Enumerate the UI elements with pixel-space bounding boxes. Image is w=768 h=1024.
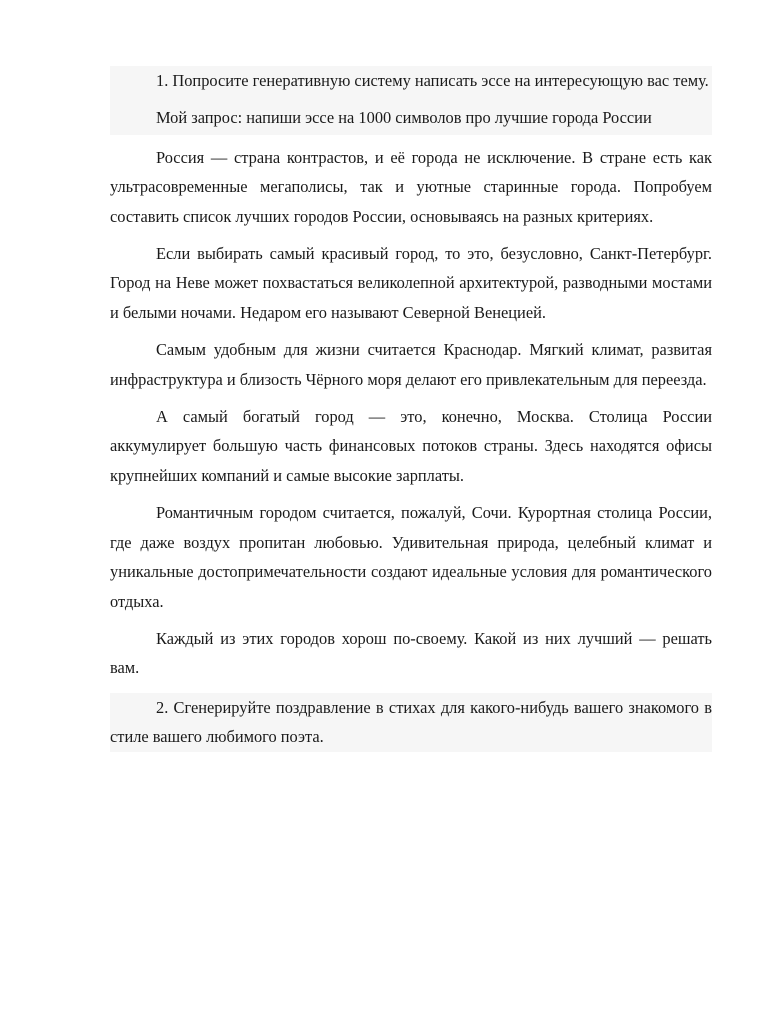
essay-paragraph-krasnodar: Самым удобным для жизни считается Краснодар. Мягкий климат, развитая инфраструктура и близость Чёрного моря делают его привлекательным для переезда.: [110, 340, 712, 389]
essay-paragraph-conclusion: Каждый из этих городов хорош по-своему. Какой из них лучший — решать вам.: [110, 628, 712, 678]
task-2-text: 2. Сгенерируйте поздравление в стихах для какого-нибудь вашего знакомого в стиле вашего любимого поэта.: [110, 697, 712, 747]
request-text: Мой запрос: напиши эссе на 1000 символов про лучшие города России: [156, 108, 652, 128]
task-1-block: [110, 66, 712, 135]
essay-paragraph-moscow: А самый богатый город — это, конечно, Москва. Столица России аккумулирует большую часть финансовых потоков страны. Здесь находятся офисы крупнейших компаний и самые высокие зарплаты.: [110, 407, 712, 485]
essay-paragraph-spb: Если выбирать самый красивый город, то это, безусловно, Санкт-Петербург. Город на Неве может похвастаться великолепной архитектурой, разводными мостами и белыми ночами. Недаром его называют Северной Венецией.: [110, 244, 712, 322]
essay-paragraph-intro: Россия — страна контрастов, и её города не исключение. В стране есть как ультрасовременные мегаполисы, так и уютные старинные города. Попробуем составить список лучших городов России, основываясь на разных критериях.: [110, 147, 712, 226]
task-1-text: 1. Попросите генеративную систему написать эссе на интересующую вас тему.: [156, 71, 709, 90]
essay-paragraph-sochi: Романтичным городом считается, пожалуй, Сочи. Курортная столица России, где даже воздух пропитан любовью. Удивительная природа, целебный климат и уникальные достопримечательности создают идеальные условия для романтического отдыха.: [110, 503, 712, 611]
document-page: [110, 66, 712, 752]
task-2-block: [110, 693, 712, 752]
